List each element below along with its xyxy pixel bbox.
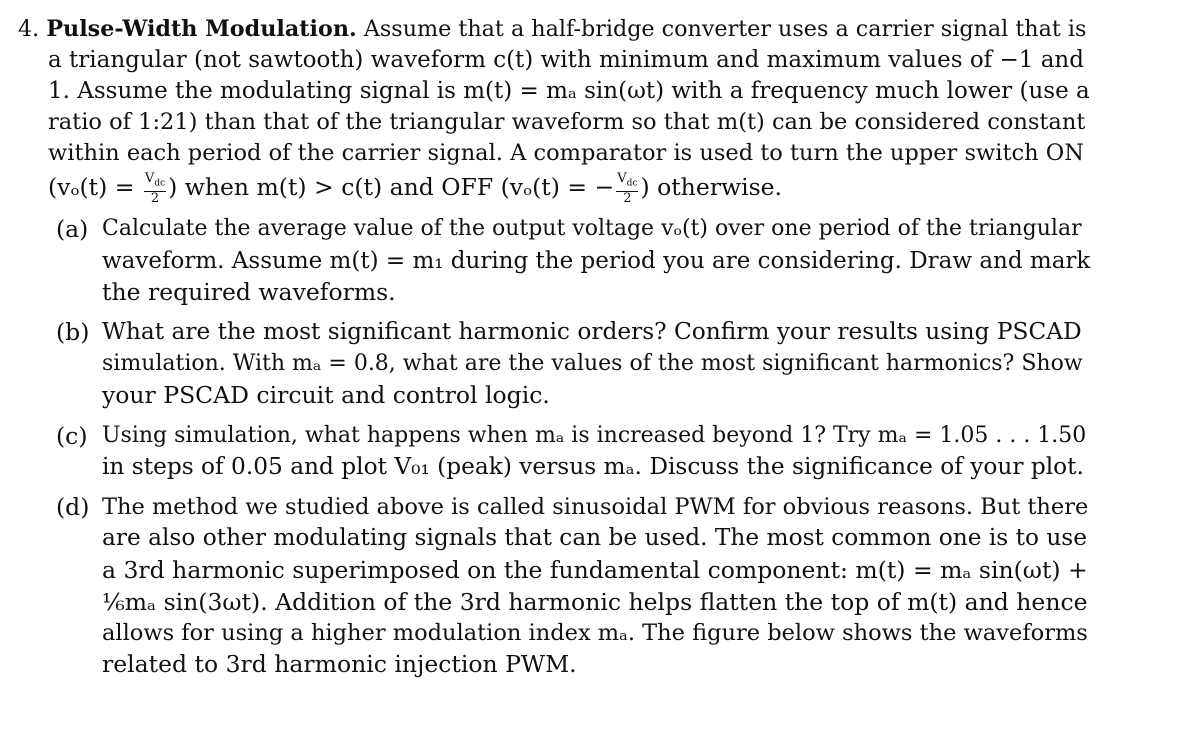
part-a-label: (a) <box>56 215 89 243</box>
vdc-over-2-fraction: $\frac{V_{dc}}{2}$ <box>144 171 166 206</box>
intro-line-0: Assume that a half-bridge converter uses a carrier signal that is <box>356 16 1087 42</box>
vdc-over-2-fraction-neg: $\frac{V_{dc}}{2}$ <box>617 171 638 206</box>
intro-last-a: (vₒ(t) = <box>48 173 142 201</box>
part-a-line-0: Calculate the average value of the output voltage vₒ(t) over one period of the triangular <box>102 216 1082 241</box>
part-b-line-0: What are the most significant harmonic orders? Confirm your results using PSCAD <box>102 318 1082 345</box>
intro-line-4: within each period of the carrier signal. A comparator is used to turn the upper switch ON <box>48 140 1084 166</box>
part-d-label: (d) <box>56 493 90 521</box>
problem-first-line <box>18 14 1086 44</box>
intro-line-2: 1. Assume the modulating signal is m(t) = mₐ sin(ωt) with a frequency much lower (use a <box>48 78 1090 104</box>
intro-line-5 <box>48 172 782 205</box>
intro-line-3: ratio of 1:21) than that of the triangular waveform so that m(t) can be considered constant <box>48 109 1086 135</box>
part-d-line-2: a 3rd harmonic superimposed on the fundamental component: m(t) = mₐ sin(ωt) + <box>102 556 1088 584</box>
part-d-line-3: ⅙mₐ sin(3ωt). Addition of the 3rd harmonic helps flatten the top of m(t) and hence <box>102 588 1088 616</box>
part-d-line-1: are also other modulating signals that can be used. The most common one is to use <box>102 524 1088 551</box>
part-c-label: (c) <box>56 422 88 450</box>
part-c-line-1: in steps of 0.05 and plot V₀₁ (peak) versus mₐ. Discuss the significance of your plot. <box>102 453 1084 480</box>
part-a-line-1: waveform. Assume m(t) = m₁ during the period you are considering. Draw and mark <box>102 248 1091 274</box>
part-b-line-1: simulation. With mₐ = 0.8, what are the values of the most significant harmonics? Show <box>102 351 1083 376</box>
part-d-line-5: related to 3rd harmonic injection PWM. <box>102 650 577 678</box>
part-d-line-4: allows for using a higher modulation index mₐ. The figure below shows the waveforms <box>102 620 1088 646</box>
intro-last-b: ) when m(t) > c(t) and OFF (vₒ(t) = − <box>168 173 615 201</box>
intro-last-c: ) otherwise. <box>640 173 783 201</box>
part-b-label: (b) <box>56 318 90 346</box>
problem-title: Pulse-Width Modulation. <box>46 16 357 42</box>
part-c-line-0: Using simulation, what happens when mₐ is increased beyond 1? Try mₐ = 1.05 . . . 1.50 <box>102 423 1087 448</box>
problem-number: 4. <box>18 16 40 42</box>
part-d-line-0: The method we studied above is called sinusoidal PWM for obvious reasons. But there <box>102 494 1089 520</box>
part-a-line-2: the required waveforms. <box>102 278 396 306</box>
intro-line-1: a triangular (not sawtooth) waveform c(t) with minimum and maximum values of −1 and <box>48 47 1084 73</box>
part-b-line-2: your PSCAD circuit and control logic. <box>102 381 550 409</box>
